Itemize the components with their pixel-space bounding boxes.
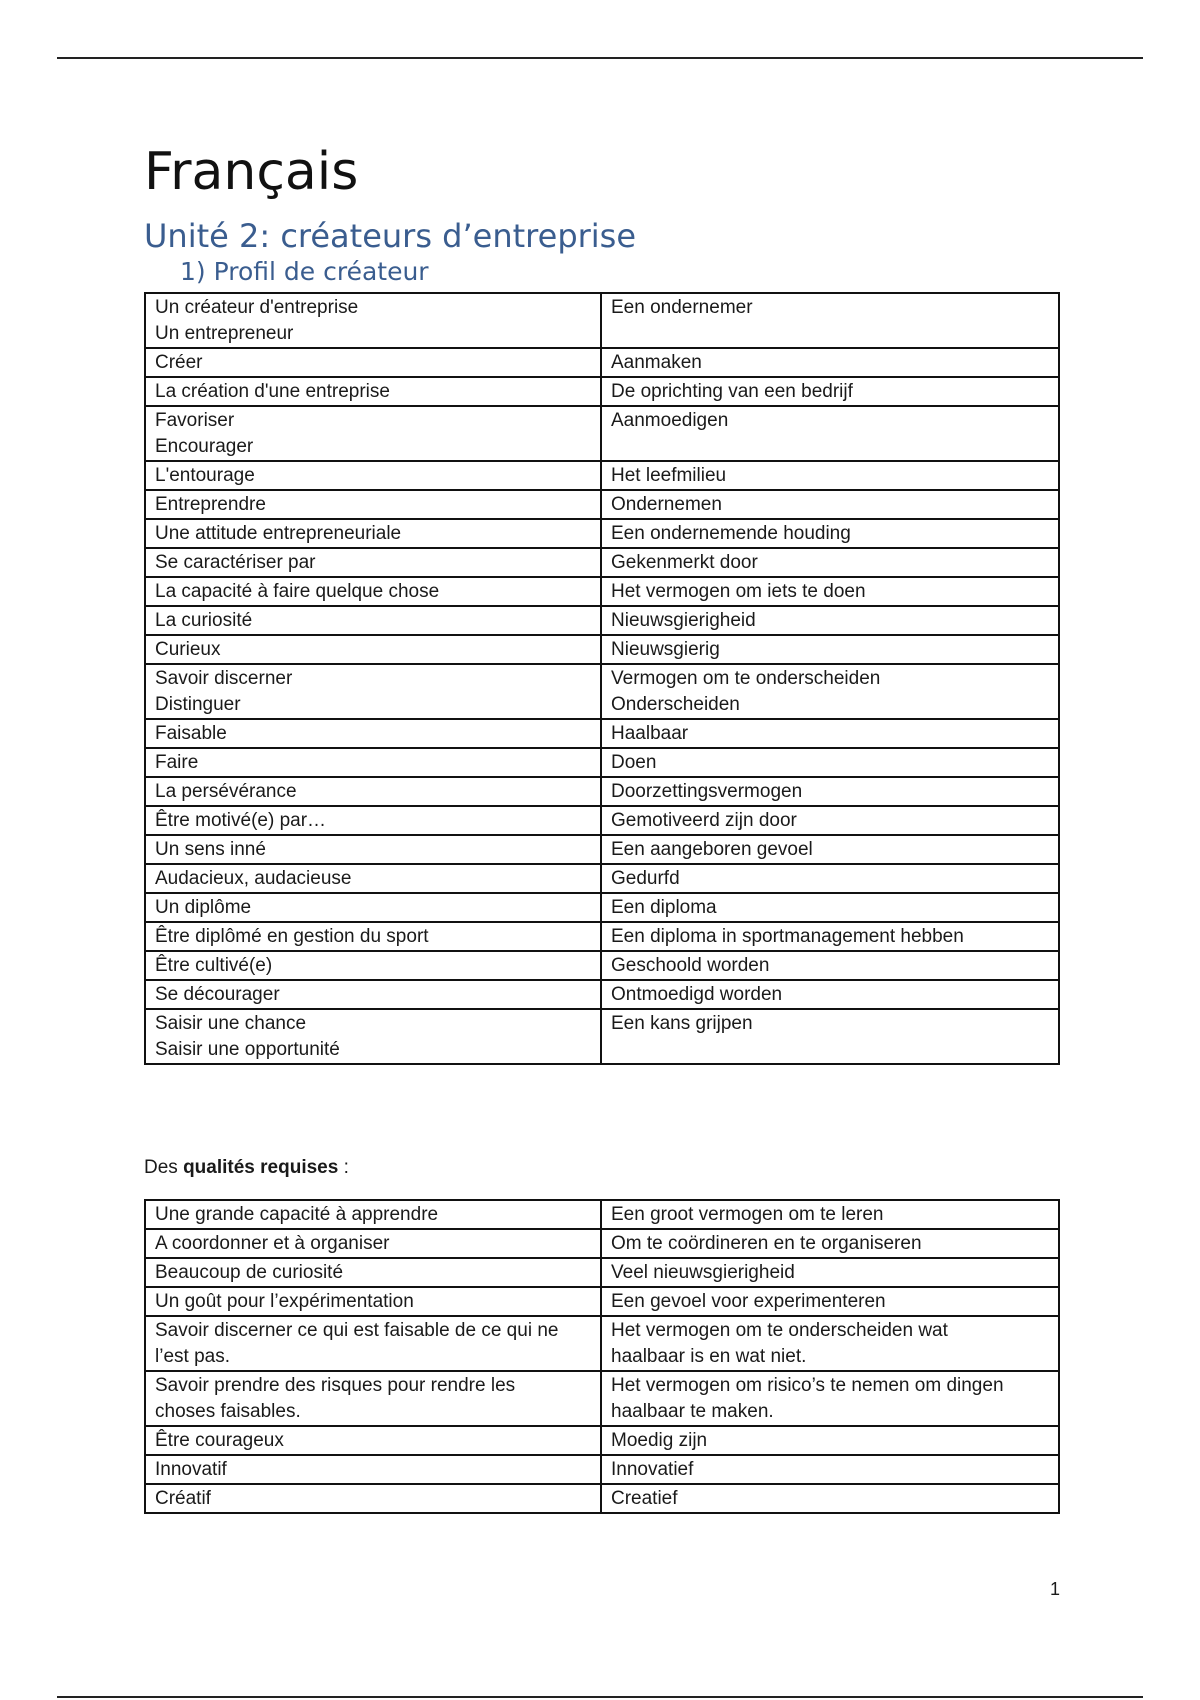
french-term: l’est pas. (155, 1346, 230, 1367)
french-term-cell (145, 461, 601, 490)
table-row (145, 980, 1059, 1009)
dutch-term: Innovatief (611, 1459, 694, 1480)
dutch-term-cell (601, 922, 1059, 951)
french-term: Un créateur d'entreprise (155, 297, 359, 318)
section-heading: 1) Profil de créateur (180, 257, 429, 286)
table-row (145, 806, 1059, 835)
dutch-term-cell (601, 748, 1059, 777)
table-row (145, 1426, 1059, 1455)
table-row (145, 577, 1059, 606)
dutch-term-cell (601, 1455, 1059, 1484)
dutch-term: Nieuwsgierig (611, 639, 720, 660)
dutch-term: Een aangeboren gevoel (611, 839, 813, 860)
dutch-term-cell (601, 548, 1059, 577)
dutch-term: Een gevoel voor experimenteren (611, 1291, 886, 1312)
french-term-cell (145, 377, 601, 406)
dutch-term: Het vermogen om risico’s te nemen om dingen (611, 1375, 1004, 1396)
table-row (145, 377, 1059, 406)
french-term-cell (145, 1009, 601, 1064)
dutch-term-cell (601, 1009, 1059, 1064)
unit-heading: Unité 2: créateurs d’entreprise (144, 217, 637, 255)
dutch-term-cell (601, 1229, 1059, 1258)
french-term: Être motivé(e) par… (155, 810, 327, 831)
french-term: Saisir une opportunité (155, 1039, 340, 1060)
header-rule (57, 57, 1143, 59)
document-title: Français (144, 142, 359, 202)
dutch-term-cell (601, 1371, 1059, 1426)
document-body (144, 140, 1058, 1514)
french-term-cell (145, 664, 601, 719)
french-term: Entreprendre (155, 494, 266, 515)
dutch-term: Onderscheiden (611, 694, 740, 715)
qualities-vocabulary-table (144, 1199, 1060, 1514)
dutch-term-cell (601, 293, 1059, 348)
dutch-term: Vermogen om te onderscheiden (611, 668, 881, 689)
dutch-term: Creatief (611, 1488, 678, 1509)
dutch-term-cell (601, 406, 1059, 461)
french-term-cell (145, 748, 601, 777)
dutch-term: Een groot vermogen om te leren (611, 1204, 884, 1225)
dutch-term-cell (601, 1484, 1059, 1513)
french-term: Innovatif (155, 1459, 227, 1480)
dutch-term-cell (601, 519, 1059, 548)
french-term: Faisable (155, 723, 227, 744)
qualities-intro-suffix: : (338, 1157, 349, 1178)
french-term: Savoir prendre des risques pour rendre les (155, 1375, 516, 1396)
qualities-intro-bold: qualités requises (183, 1157, 339, 1178)
dutch-term: Aanmaken (611, 352, 702, 373)
french-term: Créer (155, 352, 203, 373)
dutch-term: Doorzettingsvermogen (611, 781, 803, 802)
french-term-cell (145, 606, 601, 635)
table-row (145, 748, 1059, 777)
table-row (145, 777, 1059, 806)
french-term-cell (145, 1200, 601, 1229)
french-term: Savoir discerner ce qui est faisable de ce qui ne (155, 1320, 559, 1341)
dutch-term: Een kans grijpen (611, 1013, 753, 1034)
table-row (145, 1258, 1059, 1287)
dutch-term: De oprichting van een bedrijf (611, 381, 853, 402)
french-term-cell (145, 635, 601, 664)
dutch-term-cell (601, 719, 1059, 748)
qualities-table-body (145, 1200, 1059, 1513)
french-term-cell (145, 1426, 601, 1455)
french-term: Faire (155, 752, 199, 773)
table-row (145, 664, 1059, 719)
french-term: Favoriser (155, 410, 235, 431)
french-term: Encourager (155, 436, 254, 457)
french-term: La création d'une entreprise (155, 381, 390, 402)
dutch-term: haalbaar is en wat niet. (611, 1346, 807, 1367)
french-term-cell (145, 1484, 601, 1513)
table-row (145, 635, 1059, 664)
french-term: Un sens inné (155, 839, 266, 860)
french-term-cell (145, 980, 601, 1009)
dutch-term-cell (601, 1316, 1059, 1371)
french-term-cell (145, 777, 601, 806)
table-row (145, 864, 1059, 893)
french-term: Un goût pour l’expérimentation (155, 1291, 414, 1312)
french-term: Une grande capacité à apprendre (155, 1204, 439, 1225)
dutch-term: Doen (611, 752, 657, 773)
french-term: Être diplômé en gestion du sport (155, 926, 429, 947)
dutch-term: Ondernemen (611, 494, 722, 515)
table-row (145, 519, 1059, 548)
french-term-cell (145, 348, 601, 377)
french-term-cell (145, 548, 601, 577)
dutch-term-cell (601, 1426, 1059, 1455)
table-row (145, 835, 1059, 864)
dutch-term-cell (601, 490, 1059, 519)
dutch-term-cell (601, 835, 1059, 864)
dutch-term: haalbaar te maken. (611, 1401, 774, 1422)
french-term: La capacité à faire quelque chose (155, 581, 440, 602)
french-term-cell (145, 922, 601, 951)
french-term-cell (145, 1258, 601, 1287)
french-term-cell (145, 806, 601, 835)
dutch-term: Gedurfd (611, 868, 680, 889)
french-term: Se décourager (155, 984, 280, 1005)
dutch-term-cell (601, 951, 1059, 980)
dutch-term: Een ondernemende houding (611, 523, 851, 544)
french-term-cell (145, 835, 601, 864)
table-row (145, 922, 1059, 951)
dutch-term: Aanmoedigen (611, 410, 729, 431)
french-term: Un diplôme (155, 897, 252, 918)
dutch-term-cell (601, 635, 1059, 664)
dutch-term: Geschoold worden (611, 955, 770, 976)
french-term: Créatif (155, 1488, 211, 1509)
dutch-term: Gemotiveerd zijn door (611, 810, 797, 831)
table-row (145, 548, 1059, 577)
dutch-term: Het vermogen om iets te doen (611, 581, 866, 602)
footer-rule (57, 1696, 1143, 1698)
french-term-cell (145, 293, 601, 348)
french-term: Savoir discerner (155, 668, 293, 689)
table-row (145, 1455, 1059, 1484)
dutch-term-cell (601, 1200, 1059, 1229)
table-row (145, 1484, 1059, 1513)
table-row (145, 1316, 1059, 1371)
table-row (145, 893, 1059, 922)
dutch-term: Haalbaar (611, 723, 689, 744)
french-term-cell (145, 893, 601, 922)
table-row (145, 1200, 1059, 1229)
dutch-term-cell (601, 377, 1059, 406)
dutch-term-cell (601, 1287, 1059, 1316)
table-row (145, 1371, 1059, 1426)
french-term: Beaucoup de curiosité (155, 1262, 344, 1283)
french-term-cell (145, 951, 601, 980)
french-term-cell (145, 406, 601, 461)
french-term-cell (145, 719, 601, 748)
table-row (145, 719, 1059, 748)
table-row (145, 1287, 1059, 1316)
french-term: La curiosité (155, 610, 253, 631)
dutch-term-cell (601, 577, 1059, 606)
french-term-cell (145, 1316, 601, 1371)
dutch-term-cell (601, 606, 1059, 635)
dutch-term: Ontmoedigd worden (611, 984, 783, 1005)
dutch-term: Een diploma in sportmanagement hebben (611, 926, 964, 947)
table-row (145, 1009, 1059, 1064)
page-number: 1 (1049, 1579, 1060, 1599)
french-term-cell (145, 1229, 601, 1258)
french-term: Une attitude entrepreneuriale (155, 523, 402, 544)
dutch-term: Nieuwsgierigheid (611, 610, 756, 631)
french-term-cell (145, 490, 601, 519)
dutch-term: Een ondernemer (611, 297, 753, 318)
dutch-term-cell (601, 893, 1059, 922)
table-row (145, 1229, 1059, 1258)
french-term-cell (145, 1287, 601, 1316)
qualities-intro (144, 1155, 1058, 1181)
french-term: choses faisables. (155, 1401, 301, 1422)
dutch-term: Het leefmilieu (611, 465, 727, 486)
dutch-term-cell (601, 348, 1059, 377)
table-row (145, 606, 1059, 635)
french-term: Être cultivé(e) (155, 955, 273, 976)
table-row (145, 348, 1059, 377)
french-term: La persévérance (155, 781, 297, 802)
profile-table-body (145, 293, 1059, 1064)
table-row (145, 406, 1059, 461)
french-term: L'entourage (155, 465, 255, 486)
table-row (145, 461, 1059, 490)
french-term-cell (145, 1455, 601, 1484)
french-term: Audacieux, audacieuse (155, 868, 352, 889)
french-term-cell (145, 577, 601, 606)
dutch-term: Een diploma (611, 897, 717, 918)
dutch-term: Moedig zijn (611, 1430, 708, 1451)
dutch-term: Veel nieuwsgierigheid (611, 1262, 795, 1283)
french-term: Curieux (155, 639, 221, 660)
french-term-cell (145, 1371, 601, 1426)
dutch-term: Gekenmerkt door (611, 552, 758, 573)
dutch-term-cell (601, 864, 1059, 893)
french-term: Distinguer (155, 694, 241, 715)
dutch-term-cell (601, 806, 1059, 835)
dutch-term-cell (601, 777, 1059, 806)
dutch-term: Om te coördineren en te organiseren (611, 1233, 922, 1254)
qualities-intro-prefix: Des (144, 1157, 184, 1178)
dutch-term-cell (601, 461, 1059, 490)
french-term: Se caractériser par (155, 552, 316, 573)
dutch-term-cell (601, 1258, 1059, 1287)
table-row (145, 951, 1059, 980)
french-term-cell (145, 519, 601, 548)
french-term: A coordonner et à organiser (155, 1233, 390, 1254)
table-row (145, 490, 1059, 519)
french-term: Être courageux (155, 1430, 284, 1451)
french-term-cell (145, 864, 601, 893)
french-term: Saisir une chance (155, 1013, 307, 1034)
profile-vocabulary-table (144, 292, 1060, 1065)
dutch-term: Het vermogen om te onderscheiden wat (611, 1320, 948, 1341)
dutch-term-cell (601, 980, 1059, 1009)
french-term: Un entrepreneur (155, 323, 294, 344)
dutch-term-cell (601, 664, 1059, 719)
table-row (145, 293, 1059, 348)
